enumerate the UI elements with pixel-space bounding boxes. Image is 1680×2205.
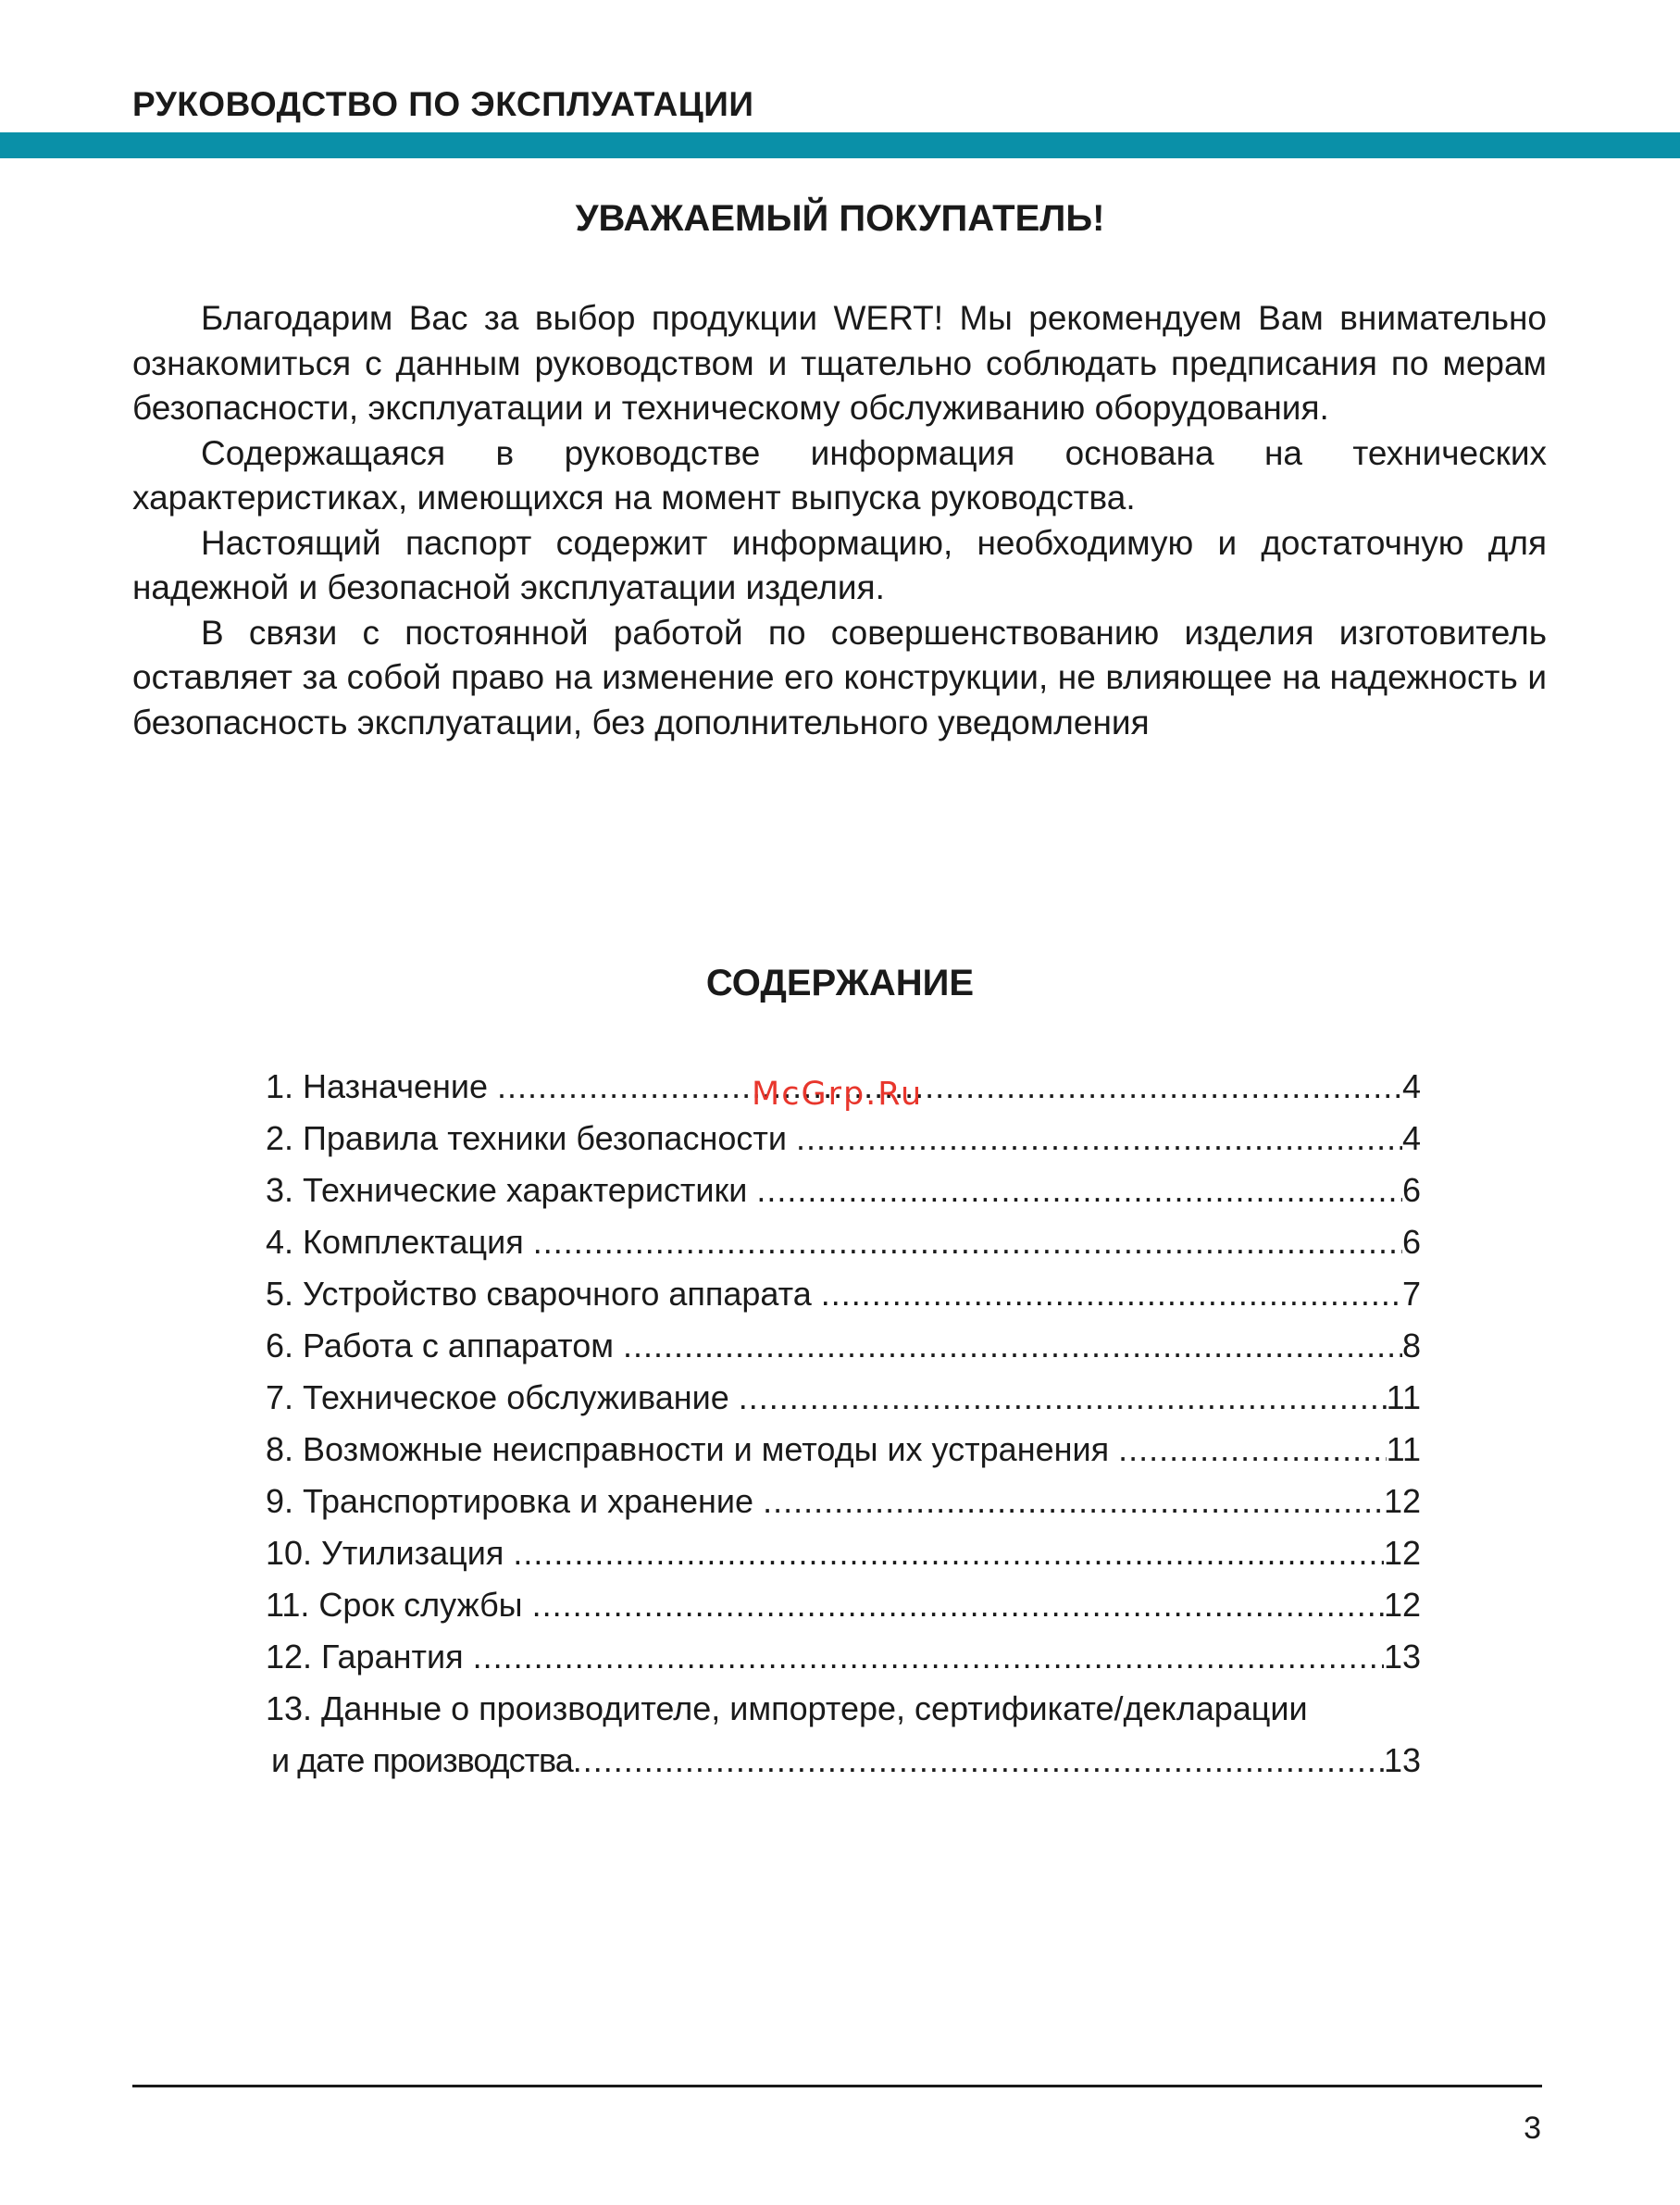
toc-item-label: 9. Транспортировка и хранение [266,1482,754,1520]
toc-item-page: 8 [1401,1327,1421,1364]
toc-item[interactable] [266,1527,1421,1579]
toc-item[interactable] [266,1579,1421,1631]
toc-leader-dots [533,1216,1402,1268]
toc-leader-dots [623,1320,1402,1372]
toc-leader-dots [796,1113,1402,1165]
toc-item-page: 6 [1401,1171,1421,1209]
toc-item-page: 11 [1386,1378,1421,1416]
toc-leader-dots [473,1631,1384,1683]
toc-item-page: 13 [1383,1638,1421,1676]
toc-item-label: 4. Комплектация [266,1223,524,1261]
intro-paragraph: Благодарим Вас за выбор продукции WERT! Мы рекомендуем Вам внимательно ознакомиться с данным руководством и тщательно соблюдать предписания по мерам безопасности, эксплуатации и техническому обслуживанию оборудования. [132,299,1547,427]
toc-item-page: 12 [1383,1586,1421,1624]
toc-item-label: 3. Технические характеристики [266,1171,748,1209]
toc-item-label: 12. Гарантия [266,1638,464,1676]
toc-item[interactable] [266,1113,1421,1165]
toc-leader-dots [763,1476,1384,1527]
table-of-contents [266,1061,1421,1787]
intro-paragraph: В связи с постоянной работой по совершенствованию изделия изготовитель оставляет за собой право на изменение его конструкции, не влияющее на надежность и безопасность эксплуатации, без дополнительного уведомления [132,613,1547,741]
toc-leader-dots [739,1372,1387,1424]
toc-item-continuation[interactable] [266,1735,1421,1787]
toc-item-label: 10. Утилизация [266,1534,504,1572]
toc-item[interactable] [266,1424,1421,1476]
toc-item-page: 6 [1401,1223,1421,1261]
watermark: McGrp.Ru [752,1076,924,1113]
toc-leader-dots [497,1061,1402,1113]
toc-item-label: 2. Правила техники безопасности [266,1119,787,1157]
toc-item-label: 7. Техническое обслуживание [266,1378,729,1416]
toc-item[interactable] [266,1320,1421,1372]
toc-item-label: 11. Срок службы [266,1586,523,1624]
toc-item-label: 8. Возможные неисправности и методы их устранения [266,1430,1110,1468]
page-number: 3 [1524,2111,1541,2146]
toc-item-page: 4 [1401,1119,1421,1157]
intro-paragraph: Содержащаяся в руководстве информация основана на технических характеристиках, имеющихся на момент выпуска руководства. [132,433,1547,517]
toc-item-label: 1. Назначение [266,1067,489,1105]
toc-item[interactable] [266,1372,1421,1424]
toc-item[interactable] [266,1683,1421,1735]
toc-item-page: 7 [1401,1275,1421,1313]
toc-item[interactable] [266,1165,1421,1216]
toc-item-page: 12 [1383,1482,1421,1520]
header-accent-band [0,132,1680,158]
toc-item[interactable] [266,1631,1421,1683]
toc-item-label: 13. Данные о производителе, импортере, сертификате/декларации [266,1689,1308,1727]
toc-item[interactable] [266,1216,1421,1268]
toc-item-page: 4 [1401,1067,1421,1105]
toc-leader-dots [573,1735,1384,1787]
footer-divider [132,2085,1542,2087]
toc-item-label: 6. Работа с аппаратом [266,1327,614,1364]
toc-leader-dots [821,1268,1402,1320]
toc-leader-dots [532,1579,1384,1631]
intro-paragraph: Настоящий паспорт содержит информацию, необходимую и достаточную для надежной и безопасной эксплуатации изделия. [132,523,1547,606]
intro-text [132,296,1547,745]
toc-leader-dots [1118,1424,1387,1476]
toc-title: СОДЕРЖАНИЕ [705,963,975,1003]
toc-item-label-continuation: и дате производства [271,1741,573,1779]
toc-item-page: 11 [1386,1430,1421,1468]
running-header: РУКОВОДСТВО ПО ЭКСПЛУАТАЦИИ [132,85,754,123]
toc-item-label: 5. Устройство сварочного аппарата [266,1275,812,1313]
toc-item[interactable] [266,1268,1421,1320]
toc-item[interactable] [266,1476,1421,1527]
toc-item-page: 12 [1383,1534,1421,1572]
toc-leader-dots [513,1527,1384,1579]
greeting-title: УВАЖАЕМЫЙ ПОКУПАТЕЛЬ! [575,198,1105,239]
toc-item-page: 13 [1383,1741,1421,1779]
toc-leader-dots [756,1165,1402,1216]
